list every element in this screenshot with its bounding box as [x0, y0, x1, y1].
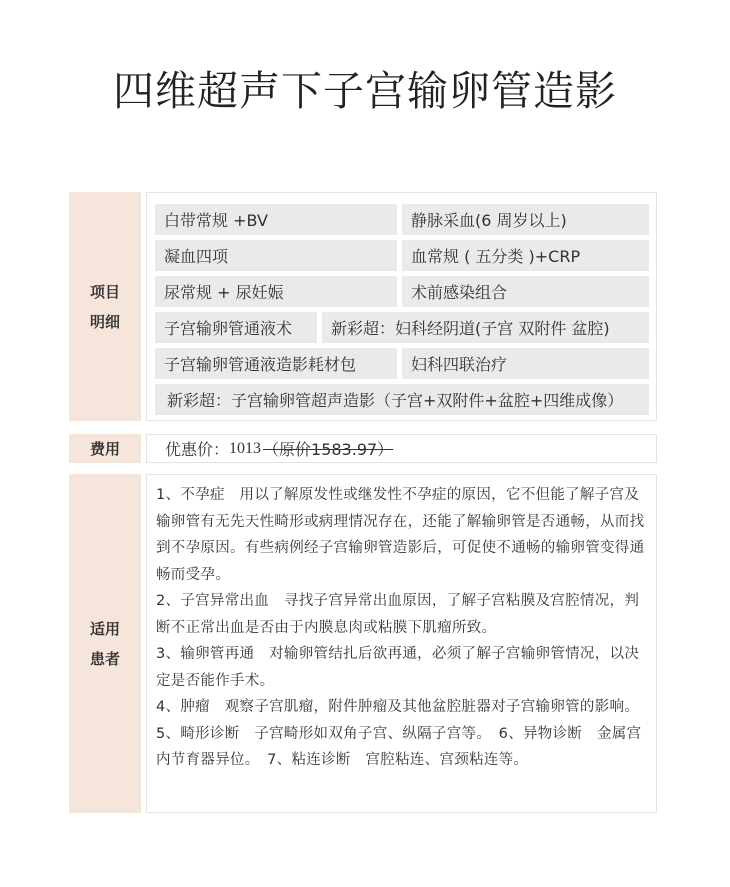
- price-prefix: 优惠价：: [165, 440, 230, 459]
- patient-label-line2: 患者: [89, 649, 120, 668]
- item-cell: 白带常规 +BV: [155, 204, 397, 235]
- fee-box: [146, 434, 657, 463]
- patient-section-label: [69, 474, 141, 813]
- page-title: 四维超声下子宫输卵管造影: [113, 67, 617, 115]
- item-cell: 血常规 ( 五分类 )+CRP: [402, 240, 649, 271]
- item-cell: 尿常规 + 尿妊娠: [155, 276, 397, 307]
- patient-item: 3、输卵管再通 对输卵管结扎后欲再通，必须了解子宫输卵管情况，以决定是否能作手术。: [156, 646, 640, 689]
- patient-item: 4、肿瘤 观察子宫肌瘤，附件肿瘤及其他盆腔脏器对子宫输卵管的影响。: [156, 699, 640, 715]
- price-value: 1013: [229, 439, 262, 457]
- item-cell: 凝血四项: [155, 240, 397, 271]
- patient-item: 1、不孕症 用以了解原发性或继发性不孕症的原因，它不但能了解子宫及输卵管有无先天性畸形或病理情况存在，还能了解输卵管是否通畅，从而找到不孕原因。有些病例经子宫输卵管造影后，可促使不通畅的输卵管变得通畅而受孕。: [156, 487, 645, 583]
- items-label-line2: 明细: [89, 312, 120, 331]
- patient-item: 2、子宫异常出血 寻找子宫异常出血原因，了解子宫粘膜及宫腔情况，判断不正常出血是否由于内膜息肉或粘膜下肌瘤所致。: [156, 593, 640, 636]
- original-price: （原价1583.97）: [263, 440, 394, 459]
- fee-section-label: 费用: [69, 434, 141, 463]
- patient-list: [156, 482, 651, 774]
- item-cell: 新彩超：妇科经阴道(子宫 双附件 盆腔): [322, 312, 649, 343]
- item-cell: 子宫输卵管通液术: [155, 312, 317, 343]
- price-row: [165, 435, 393, 462]
- items-box: [146, 192, 657, 421]
- items-section-label: [69, 192, 141, 421]
- item-cell: 子宫输卵管通液造影耗材包: [155, 348, 397, 379]
- patient-item: 5、畸形诊断 子宫畸形如双角子宫、纵隔子宫等。 6、异物诊断 金属宫内节育器异位。 7、粘连诊断 宫腔粘连、宫颈粘连等。: [156, 725, 642, 768]
- patient-label-line1: 适用: [89, 619, 120, 638]
- item-cell: 妇科四联治疗: [402, 348, 649, 379]
- item-cell-wide: 新彩超：子宫输卵管超声造影（子宫+双附件+盆腔+四维成像）: [155, 384, 649, 415]
- items-label-line1: 项目: [89, 282, 120, 301]
- patient-box: [146, 474, 657, 813]
- item-cell: 静脉采血(6 周岁以上): [402, 204, 649, 235]
- item-cell: 术前感染组合: [402, 276, 649, 307]
